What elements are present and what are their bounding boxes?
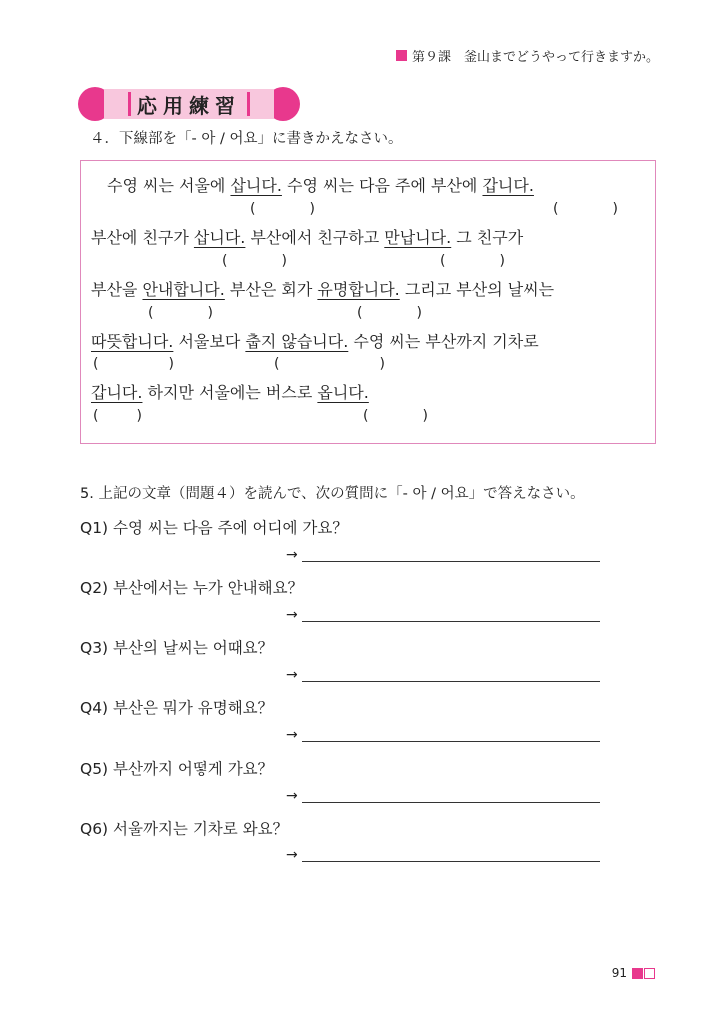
- underlined-verb: 춥지 않습니다.: [245, 332, 349, 351]
- banner-bar-left: [128, 92, 131, 116]
- underlined-verb: 안내합니다.: [142, 280, 225, 299]
- answer-blank[interactable]: [302, 680, 600, 682]
- chapter-header: [396, 46, 659, 65]
- question-1: Q1) 수영 씨는 다음 주에 어디에 가요？: [80, 519, 348, 537]
- passage-text: 수영 씨는 서울에: [107, 176, 231, 195]
- arrow-icon: →: [286, 727, 298, 743]
- page-number: 91: [611, 966, 627, 980]
- answer-paren: ( ): [357, 305, 422, 321]
- passage-line-5: [91, 380, 369, 403]
- q5-instruction: 5. 上記の文章（問題４）を読んで、次の質問に「- 아 / 어요」で答えなさい。: [80, 486, 585, 502]
- answer-line-1[interactable]: [286, 548, 600, 562]
- passage-text: 부산을: [91, 280, 143, 299]
- passage-text: 수영 씨는 부산까지 기차로: [348, 332, 539, 351]
- passage-line-2: [91, 225, 523, 248]
- passage-text: 부산에 친구가: [91, 228, 194, 247]
- answer-line-2[interactable]: [286, 608, 600, 622]
- arrow-icon: →: [286, 847, 298, 863]
- passage-text: 하지만 서울에는 버스로: [142, 383, 318, 402]
- underlined-verb: 삽니다.: [230, 176, 282, 195]
- arrow-icon: →: [286, 607, 298, 623]
- answer-paren: ( ): [274, 356, 385, 372]
- answer-paren: ( ): [93, 408, 142, 424]
- arrow-icon: →: [286, 667, 298, 683]
- answer-paren: ( ): [93, 356, 174, 372]
- pink-square-icon: [396, 50, 407, 61]
- passage-text: 그 친구가: [451, 228, 524, 247]
- passage-text: 부산은 회가: [224, 280, 318, 299]
- underlined-verb: 따뜻합니다.: [91, 332, 174, 351]
- underlined-verb: 갑니다.: [482, 176, 534, 195]
- outline-square-icon: [644, 968, 655, 979]
- chapter-title: 第９課 釜山までどうやって行きますか。: [411, 50, 659, 65]
- section-banner: [78, 87, 300, 121]
- answer-paren: ( ): [250, 201, 315, 217]
- answer-paren: ( ): [148, 305, 213, 321]
- answer-line-6[interactable]: [286, 848, 600, 862]
- passage-line-4: [91, 329, 539, 352]
- question-5: Q5) 부산까지 어떻게 가요？: [80, 760, 274, 778]
- answer-paren: ( ): [440, 253, 505, 269]
- answer-blank[interactable]: [302, 801, 600, 803]
- answer-paren: ( ): [553, 201, 618, 217]
- answer-blank[interactable]: [302, 860, 600, 862]
- answer-line-4[interactable]: [286, 728, 600, 742]
- question-3: Q3) 부산의 날씨는 어때요？: [80, 639, 274, 657]
- answer-blank[interactable]: [302, 740, 600, 742]
- answer-line-5[interactable]: [286, 789, 600, 803]
- arrow-icon: →: [286, 788, 298, 804]
- underlined-verb: 갑니다.: [91, 383, 143, 402]
- passage-text: 그리고 부산의 날씨는: [399, 280, 555, 299]
- q4-instruction: ４．下線部を「- 아 / 어요」に書きかえなさい。: [90, 131, 403, 147]
- arrow-icon: →: [286, 547, 298, 563]
- passage-line-3: [91, 277, 554, 300]
- answer-blank[interactable]: [302, 620, 600, 622]
- banner-bar-right: [247, 92, 250, 116]
- section-title: 応用練習: [137, 93, 241, 118]
- answer-paren: ( ): [363, 408, 428, 424]
- pink-square-icon: [632, 968, 643, 979]
- question-4: Q4) 부산은 뭐가 유명해요？: [80, 699, 274, 717]
- passage-line-1: [107, 173, 534, 196]
- passage-text: 서울보다: [173, 332, 246, 351]
- question-6: Q6) 서울까지는 기차로 와요？: [80, 820, 289, 838]
- answer-blank[interactable]: [302, 560, 600, 562]
- underlined-verb: 삽니다.: [193, 228, 246, 247]
- answer-paren: ( ): [222, 253, 287, 269]
- banner-label-box: [104, 89, 274, 119]
- underlined-verb: 만납니다.: [384, 228, 452, 247]
- answer-line-3[interactable]: [286, 668, 600, 682]
- page-footer: [612, 966, 655, 980]
- passage-text: 부산에서 친구하고: [245, 228, 385, 247]
- underlined-verb: 유명합니다.: [317, 280, 400, 299]
- underlined-verb: 옵니다.: [317, 383, 369, 402]
- question-2: Q2) 부산에서는 누가 안내해요？: [80, 579, 304, 597]
- passage-text: 수영 씨는 다음 주에 부산에: [281, 176, 483, 195]
